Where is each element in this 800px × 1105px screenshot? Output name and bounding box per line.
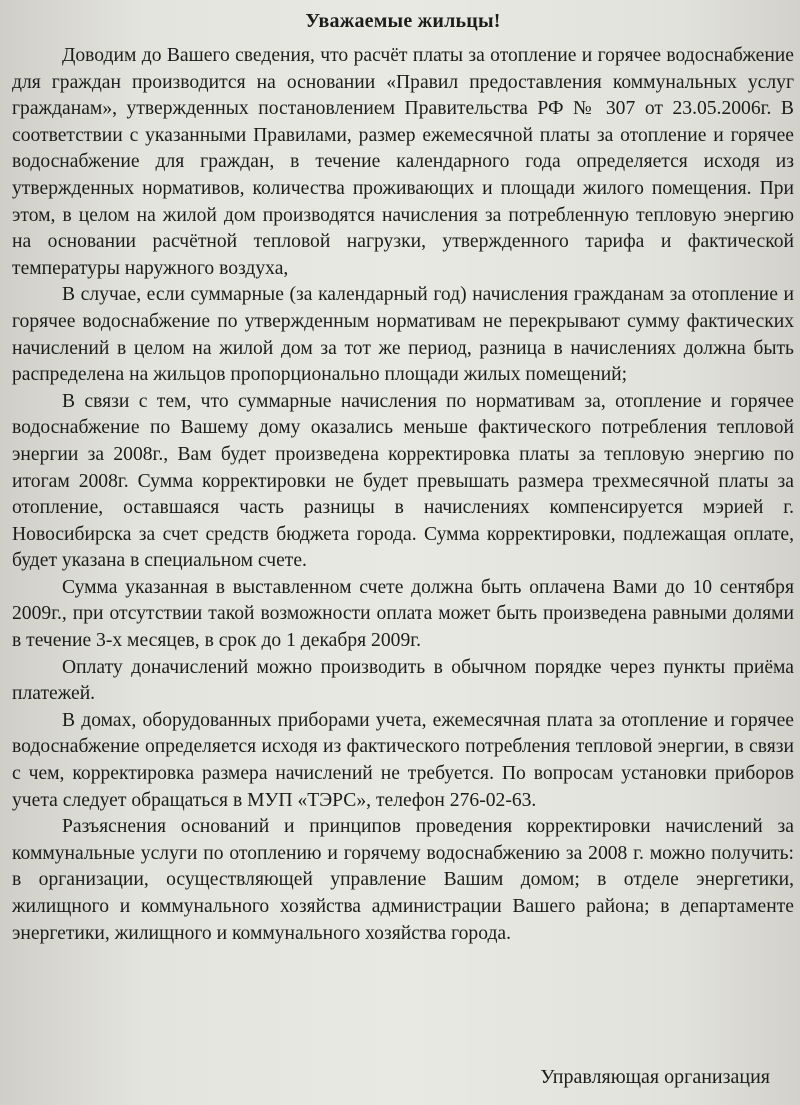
paragraph-calculation-basis: Доводим до Вашего сведения, что расчёт платы за отопление и горячее водоснабжение для граждан производится на основании «Правил предоставления коммунальных услуг гражданам», утвержденных постановлением Правительства РФ № 307 от 23.05.2006г. В соответствии с указанными Правилами, размер ежемесячной платы за отопление и горячее водоснабжение для граждан, в течение календарного года определяется исходя из утвержденных нормативов, количества проживающих и площади жилого помещения. При этом, в целом на жилой дом производятся начисления за потребленную тепловую энергию на основании расчётной тепловой нагрузки, утвержденного тарифа и фактической температуры наружного воздуха, xyxy=(12,45,794,279)
signature: Управляющая организация xyxy=(540,1066,770,1088)
paragraph-payment-deadline: Сумма указанная в выставленном счете должна быть оплачена Вами до 10 сентября 2009г., при отсутствии такой возможности оплата может быть произведена равными долями в течение 3-х месяцев, в срок до 1 декабря 2009г. xyxy=(12,576,794,652)
paragraph-correction: В связи с тем, что суммарные начисления по нормативам за, отопление и горячее водоснабжение по Вашему дому оказались меньше фактического потребления тепловой энергии за 2008г., Вам будет произведена корректировка платы за тепловую энергию по итогам 2008г. Сумма корректировки не будет превышать размера трехмесячной платы за отопление, оставшаяся часть разницы в начислениях компенсируется мэрией г. Новосибирска за счет средств бюджета города. Сумма корректировки, подлежащая оплате, будет указана в специальном счете. xyxy=(12,390,794,572)
page-title: Уважаемые жильцы! xyxy=(305,10,501,32)
paragraph-payment-method: Оплату доначислений можно производить в обычном порядке через пункты приёма платежей. xyxy=(12,656,794,705)
paragraph-explanations: Разъяснения оснований и принципов проведения корректировки начислений за коммунальные услуги по отоплению и горячему водоснабжению за 2008 г. можно получить: в организации, осуществляющей управление Вашим домом; в отделе энергетики, жилищного и коммунального хозяйства администрации Вашего района; в департаменте энергетики, жилищного и коммунального хозяйства города. xyxy=(12,816,794,944)
paragraph-metered-houses: В домах, оборудованных приборами учета, ежемесячная плата за отопление и горячее водоснабжение определяется исходя из фактического потребления тепловой энергии, в связи с чем, корректировка размера начислений не требуется. По вопросам установки приборов учета следует обращаться в МУП «ТЭРС», телефон 276-02-63. xyxy=(12,709,794,811)
paragraph-distribution: В случае, если суммарные (за календарный год) начисления гражданам за отопление и горячее водоснабжение по утвержденным нормативам не перекрывают сумму фактических начислений в целом на жилой дом за тот же период, разница в начислениях должна быть распределена на жильцов пропорционально площади жилых помещений; xyxy=(12,284,794,386)
